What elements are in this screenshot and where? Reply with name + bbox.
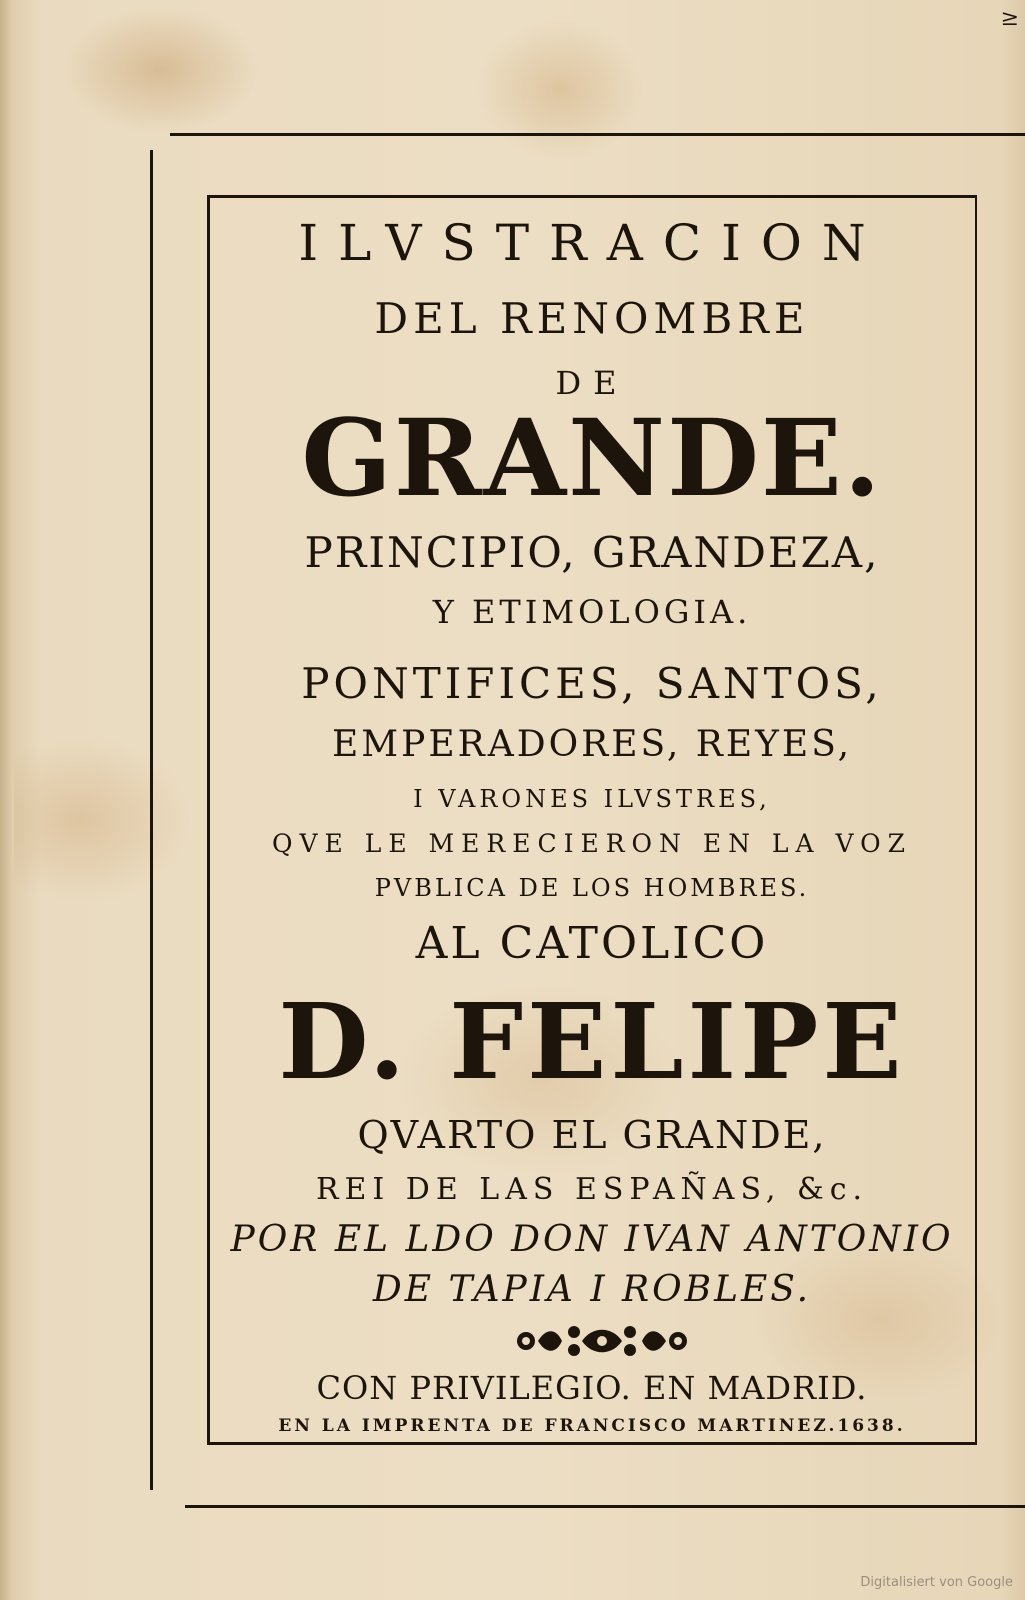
- author-line-2: DE TAPIA I ROBLES.: [372, 1269, 812, 1310]
- outer-top-rule: [170, 133, 1025, 136]
- author-line-1: POR EL LDO DON IVAN ANTONIO: [230, 1219, 954, 1260]
- subtitle-line-6: QVE LE MERECIERON EN LA VOZ: [271, 829, 912, 858]
- title-main: GRANDE.: [301, 395, 883, 520]
- title-line-2: DEL RENOMBRE: [374, 294, 810, 343]
- page-spine-shadow: [0, 0, 14, 1600]
- dedication-name: D. FELIPE: [278, 980, 906, 1103]
- subtitle-line-3: PONTIFICES, SANTOS,: [301, 659, 883, 708]
- outer-bottom-rule: [185, 1505, 1025, 1508]
- corner-mark: ≥: [1000, 6, 1019, 31]
- floral-ornament-icon: [512, 1318, 692, 1364]
- subtitle-line-1: PRINCIPIO, GRANDEZA,: [304, 528, 880, 577]
- subtitle-line-4: EMPERADORES, REYES,: [331, 724, 853, 765]
- dedication-line-3: REI DE LAS ESPAÑAS, &c.: [315, 1172, 869, 1207]
- subtitle-line-2: Y ETIMOLOGIA.: [432, 593, 752, 631]
- dedication-line-2: QVARTO EL GRANDE,: [357, 1113, 827, 1157]
- dedication-line-1: AL CATOLICO: [415, 918, 769, 969]
- outer-left-rule: [150, 150, 153, 1490]
- digitization-watermark: Digitalisiert von Google: [860, 1575, 1013, 1590]
- subtitle-line-5: I VARONES ILVSTRES,: [413, 785, 771, 813]
- imprint-line-2: EN LA IMPRENTA DE FRANCISCO MARTINEZ.1638.: [278, 1416, 906, 1436]
- imprint-line-1: CON PRIVILEGIO. EN MADRID.: [316, 1369, 868, 1407]
- subtitle-line-7: PVBLICA DE LOS HOMBRES.: [374, 874, 810, 902]
- title-line-1: ILVSTRACION: [298, 214, 886, 272]
- title-line-3: DE: [555, 364, 629, 402]
